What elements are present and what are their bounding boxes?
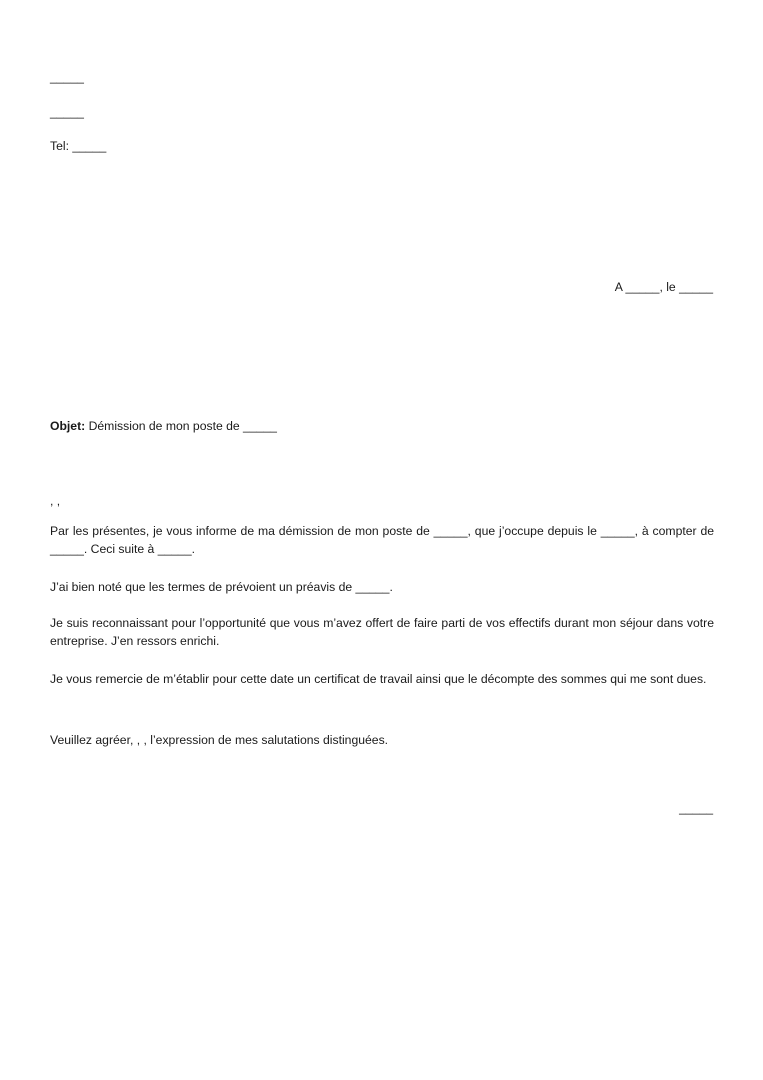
signature-blank: _____ — [679, 801, 713, 815]
sender-phone: Tel: _____ — [50, 139, 107, 153]
paragraph-closing: Veuillez agréer, , , l’expression de mes salutations distinguées. — [50, 733, 389, 747]
subject-label: Objet: — [50, 419, 86, 433]
sender-name-blank: _____ — [50, 70, 84, 84]
place-and-date: A _____, le _____ — [614, 280, 713, 294]
paragraph-notice: J’ai bien noté que les termes de prévoient un préavis de _____. — [50, 580, 393, 594]
subject-text: Démission de mon poste de _____ — [85, 419, 277, 433]
salutation: , , — [50, 494, 61, 508]
paragraph-gratitude: Je suis reconnaissant pour l’opportunité que vous m’avez offert de faire parti de vos effectifs durant mon séjour dans votre entreprise. J’en ressors enrichi. — [50, 616, 714, 648]
subject-line — [50, 419, 277, 434]
paragraph-resignation: Par les présentes, je vous informe de ma démission de mon poste de _____, que j’occupe depuis le _____, à compter de _____. Ceci suite à _____. — [50, 524, 714, 556]
sender-address-blank: _____ — [50, 105, 84, 119]
paragraph-certificate: Je vous remercie de m’établir pour cette date un certificat de travail ainsi que le décompte des sommes qui me sont dues. — [50, 672, 707, 686]
